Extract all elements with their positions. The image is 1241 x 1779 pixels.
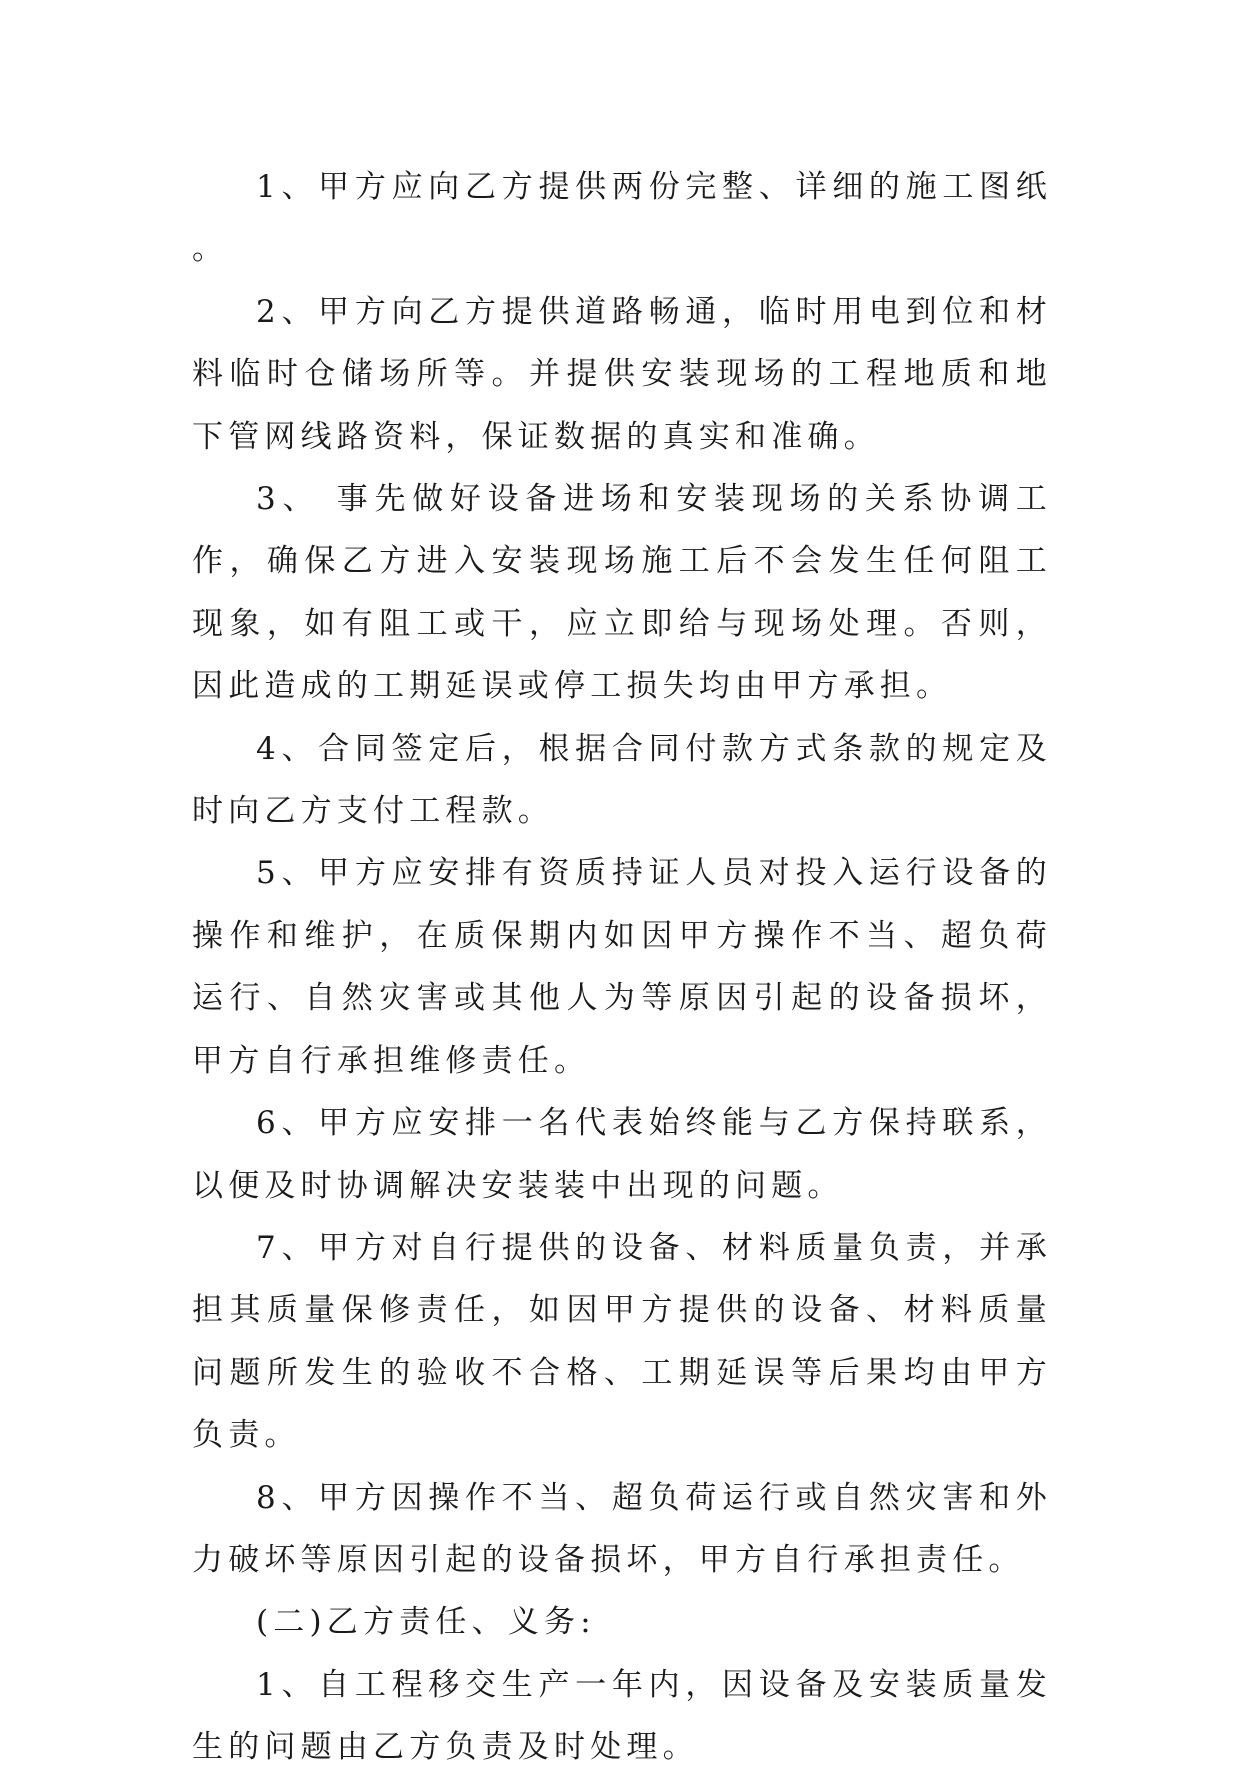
paragraph-party-a-item-7: 7、甲方对自行提供的设备、材料质量负责，并承担其质量保修责任，如因甲方提供的设备、材料质量问题所发生的验收不合格、工期延误等后果均由甲方负责。 [192,1229,1052,1454]
paragraph-party-a-item-2: 2、甲方向乙方提供道路畅通，临时用电到位和材料临时仓储场所等。并提供安装现场的工程地质和地下管网线路资料，保证数据的真实和准确。 [192,293,1052,455]
section-heading-party-b: (二)乙方责任、义务: [256,1604,596,1641]
paragraph-party-a-item-1: 1、甲方应向乙方提供两份完整、详细的施工图纸。 [192,169,1052,268]
paragraph-party-b-item-1: 1、自工程移交生产一年内，因设备及安装质量发生的问题由乙方负责及时处理。 [192,1666,1052,1766]
paragraph-party-a-item-4: 4、合同签定后，根据合同付款方式条款的规定及时向乙方支付工程款。 [192,730,1052,830]
paragraph-party-a-item-8: 8、甲方因操作不当、超负荷运行或自然灾害和外力破坏等原因引起的设备损坏，甲方自行承担责任。 [192,1479,1052,1578]
paragraph-party-a-item-3: 3、 事先做好设备进场和安装现场的关系协调工作，确保乙方进入安装现场施工后不会发生任何阻工现象，如有阻工或干，应立即给与现场处理。否则，因此造成的工期延误或停工损失均由甲方承担。 [192,481,1052,705]
paragraph-party-a-item-6: 6、甲方应安排一名代表始终能与乙方保持联系，以便及时协调解决安装装中出现的问题。 [192,1105,1052,1204]
document-body [192,156,1052,1779]
paragraph-party-a-item-5: 5、甲方应安排有资质持证人员对投入运行设备的操作和维护，在质保期内如因甲方操作不当、超负荷运行、自然灾害或其他人为等原因引起的设备损坏，甲方自行承担维修责任。 [192,855,1052,1079]
